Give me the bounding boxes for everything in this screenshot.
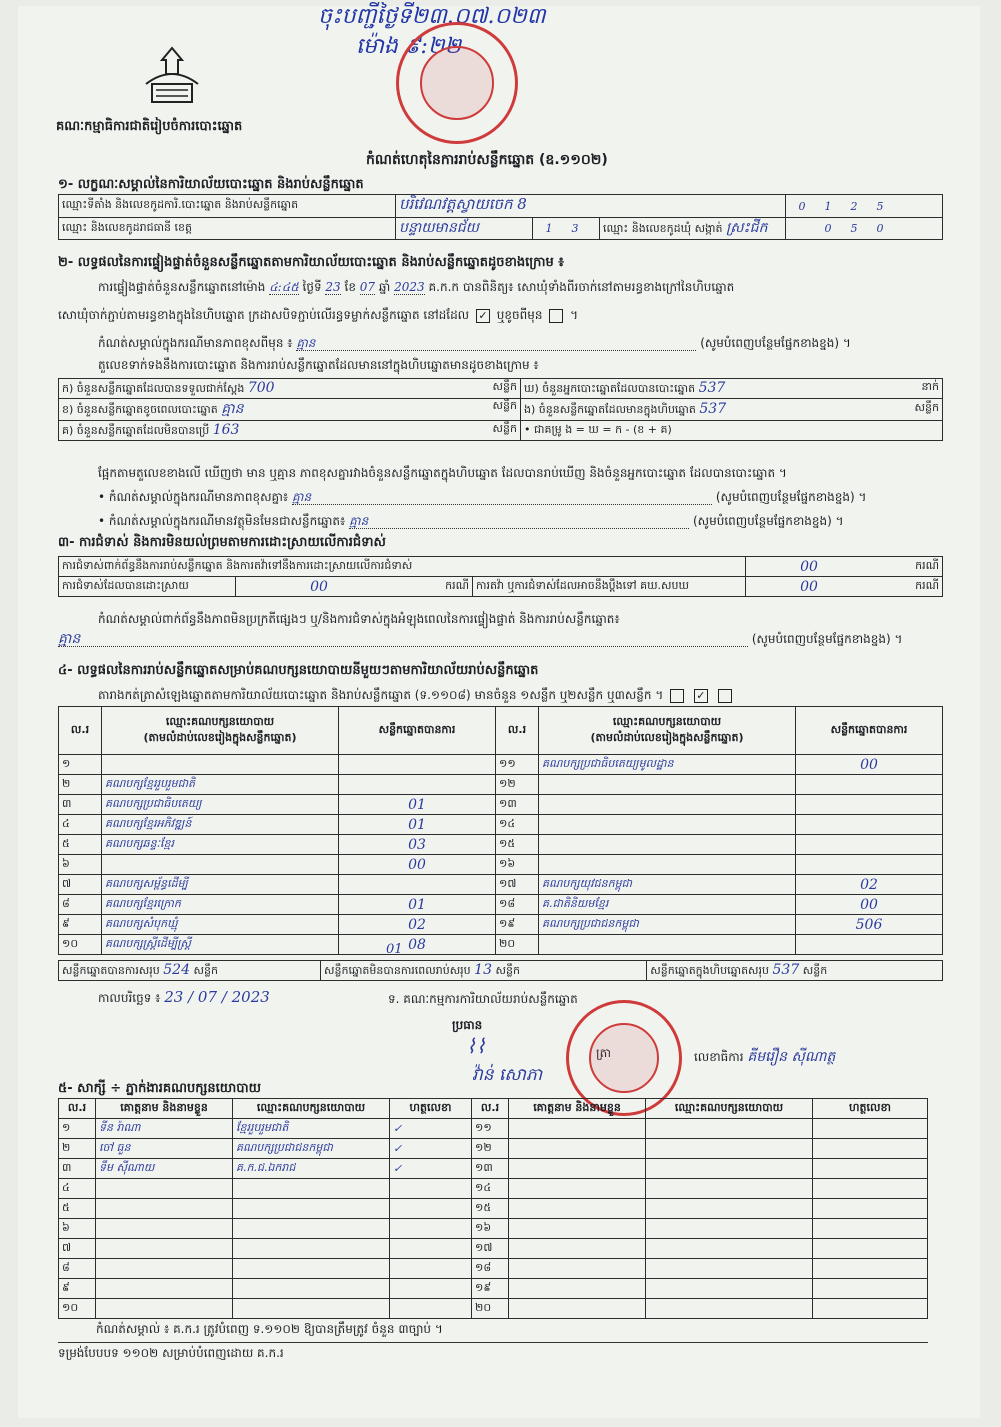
witness-no: ២	[59, 1139, 96, 1159]
witness-no: ១៦	[472, 1219, 509, 1239]
result-party: គណបក្សសម្ព័ន្ធដើម្បី	[102, 875, 339, 895]
result-no: ៨	[59, 895, 102, 915]
president-name: វ៉ាន់ សោភា	[472, 1065, 543, 1085]
witness-signature	[813, 1279, 928, 1299]
w-col-party-right: ឈ្មោះគណបក្សនយោបាយ	[646, 1099, 813, 1119]
section3-title: ៣- ការជំទាស់ និងការមិនយល់ព្រមតាមការដោះស្រាយលើការជំទាស់	[58, 535, 386, 550]
result-votes	[339, 775, 496, 795]
witness-no: ១៤	[472, 1179, 509, 1199]
w-col-name: គោត្តនាម និងនាមខ្លួន	[96, 1099, 233, 1119]
footer-divider	[58, 1342, 928, 1343]
result-votes	[339, 875, 496, 895]
witness-no: ១១	[472, 1119, 509, 1139]
result-party	[102, 755, 339, 775]
result-no: ១៤	[496, 815, 539, 835]
witness-party	[233, 1219, 390, 1239]
col-votes-right: សន្លឹកឆ្នោតបានការ	[796, 707, 943, 755]
irregularity-note: កំណត់សម្គាល់ពាក់ព័ន្ធនឹងភាពមិនប្រក្រតីផ្សេងៗ ឬ/និងការជំទាស់ក្នុងអំឡុងពេលនៃការផ្ទៀងផ្ទាត់ និងការរាប់សន្លឹកឆ្នោត៖	[98, 612, 620, 626]
table-row	[59, 1199, 928, 1219]
registration-time: ម៉ោង ៩:២២	[356, 34, 462, 59]
witness-signature	[390, 1199, 472, 1219]
form-title: កំណត់ហេតុនៃការរាប់សន្លឹកឆ្នោត (ឧ.១១០២)	[366, 152, 608, 168]
table-row	[59, 1159, 928, 1179]
objection-row-label: ការជំទាស់ពាក់ព័ន្ធនឹងការរាប់សន្លឹកឆ្នោត និងការតវ៉ាទៅនឹងការដោះស្រាយលើការជំទាស់	[59, 557, 746, 577]
col-votes: សន្លឹកឆ្នោតបានការ	[339, 707, 496, 755]
witness-no: ១៥	[472, 1199, 509, 1219]
result-party: គណបក្សប្រជាធិបតេយ្យ	[102, 795, 339, 815]
irregularity-value: គ្មាន (សូមបំពេញបន្ថែមផ្នែកខាងខ្នង) ។	[58, 631, 903, 647]
check-year: 2023	[394, 280, 425, 294]
results-table	[58, 706, 943, 955]
result-votes	[796, 855, 943, 875]
witness-name: ទីន រ៉ាណា	[96, 1119, 233, 1139]
witness-no: ១៣	[472, 1159, 509, 1179]
witness-no: ៧	[59, 1239, 96, 1259]
result-no: ១	[59, 755, 102, 775]
commune-code: 0 5 0	[786, 218, 943, 240]
count-voters: ឃ) ចំនួនអ្នកបោះឆ្នោតដែលបានបោះឆ្នោត 537 នាក់	[521, 379, 943, 399]
witness-signature	[813, 1199, 928, 1219]
witness-signature: ✓	[390, 1139, 472, 1159]
nec-emblem-icon	[138, 44, 206, 110]
result-no: ១៣	[496, 795, 539, 815]
witness-party	[233, 1179, 390, 1199]
witness-no: ១៩	[472, 1279, 509, 1299]
result-no: ២០	[496, 935, 539, 955]
total-in-box: សន្លឹកឆ្នោតក្នុងហិបឆ្នោតសរុប 537 សន្លឹក	[647, 961, 943, 981]
witness-party	[646, 1219, 813, 1239]
table-row	[59, 875, 943, 895]
witness-party	[233, 1279, 390, 1299]
president-label: ប្រធាន	[452, 1018, 483, 1032]
table-row	[59, 1219, 928, 1239]
commune-cell: ឈ្មោះ និងលេខកូដឃុំ សង្កាត់ ស្រះជីក	[600, 218, 786, 240]
result-no: ១១	[496, 755, 539, 775]
intact-checkbox[interactable]: ✓	[476, 309, 490, 323]
witness-no: ៣	[59, 1159, 96, 1179]
witness-name	[96, 1279, 233, 1299]
witness-signature	[390, 1299, 472, 1319]
result-votes: 01	[339, 815, 496, 835]
w-col-no: ល.រ	[59, 1099, 96, 1119]
result-party: គណបក្សប្រជាធិបតេយ្យមូលដ្ឋាន	[539, 755, 796, 775]
section1-title: ១- លក្ខណៈសម្គាល់នៃការិយាល័យបោះឆ្នោត និងរាប់សន្លឹកឆ្នោត	[58, 177, 364, 192]
table-row	[59, 775, 943, 795]
result-party: គណបក្សស្រ្តីដើម្បីស្ត្រី	[102, 935, 339, 955]
count-unused: គ) ចំនួនសន្លឹកឆ្នោតដែលមិនបានប្រើ 163 សន្លឹក	[59, 421, 521, 441]
witness-name	[96, 1179, 233, 1199]
result-votes: 01	[339, 895, 496, 915]
witness-name	[509, 1279, 646, 1299]
result-party	[539, 815, 796, 835]
committee-label: ទ. គណៈកម្មការការិយាល័យរាប់សន្លឹកឆ្នោត	[388, 992, 578, 1006]
w-col-party: ឈ្មោះគណបក្សនយោបាយ	[233, 1099, 390, 1119]
result-no: ៧	[59, 875, 102, 895]
difference-paragraph: ផ្អែកតាមតួលេខខាងលើ ឃើញថា មាន ឬគ្មាន ភាពខុសគ្នារវាងចំនួនសន្លឹកឆ្នោតក្នុងហិបឆ្នោត ដែលបានរាប់ឃើញ និងចំនួនអ្នកបោះឆ្នោត ដែលបានបោះឆ្នោត ។	[98, 466, 787, 480]
result-no: ១០	[59, 935, 102, 955]
witness-name	[96, 1239, 233, 1259]
result-party	[539, 935, 796, 955]
counts-intro: តួលេខទាក់ទងនឹងការបោះឆ្នោត និងការរាប់សន្លឹកឆ្នោតដែលមាននៅក្នុងហិបឆ្នោតមានដូចខាងក្រោម ៖	[98, 358, 539, 372]
section2-title: ២- លទ្ធផលនៃការផ្ទៀងផ្ទាត់ចំនួនសន្លឹកឆ្នោតតាមការិយាល័យបោះឆ្នោត និងរាប់សន្លឹកឆ្នោតដូចខាងក្រោម ៖	[58, 255, 564, 270]
table-row	[59, 1119, 928, 1139]
witness-party: គ.ក.ជ.ឯករាជ	[233, 1159, 390, 1179]
count-in-box: ង) ចំនួនសន្លឹកឆ្នោតដែលមានក្នុងហិបឆ្នោត 537 សន្លឹក	[521, 399, 943, 421]
check-month: 07	[359, 280, 376, 294]
total-valid: សន្លឹកឆ្នោតបានការសរុប 524 សន្លឹក	[59, 961, 321, 981]
section5-title: ៥- សាក្សី ÷ ភ្នាក់ងារគណបក្សនយោបាយ	[58, 1081, 261, 1096]
witness-party	[233, 1259, 390, 1279]
witness-party: ខ្មែររួបរួមជាតិ	[233, 1119, 390, 1139]
witness-name	[96, 1299, 233, 1319]
province-code: 1 3	[533, 218, 600, 240]
section4-title: ៤- លទ្ធផលនៃការរាប់សន្លឹកឆ្នោតសម្រាប់គណបក្សនយោបាយនីមួយៗតាមការិយាល័យរាប់សន្លឹកឆ្នោត	[58, 663, 539, 678]
resolved-count: 00 ករណី	[236, 577, 473, 597]
witness-no: ១៧	[472, 1239, 509, 1259]
province-value: បន្ទាយមានជ័យ	[396, 218, 533, 240]
result-no: ៦	[59, 855, 102, 875]
table-row	[59, 1179, 928, 1199]
president-signature: ⌇⌇	[466, 1034, 486, 1058]
table-row	[59, 835, 943, 855]
witness-party	[646, 1259, 813, 1279]
w-col-name-right: គោត្តនាម និងនាមខ្លួន	[509, 1099, 646, 1119]
table-row	[59, 1139, 928, 1159]
w-col-sign-right: ហត្ថលេខា	[813, 1099, 928, 1119]
table-row	[59, 1299, 928, 1319]
witness-signature	[813, 1139, 928, 1159]
location-code: 0 1 2 5	[786, 195, 943, 218]
table-row	[59, 1239, 928, 1259]
table-row	[59, 795, 943, 815]
witness-party	[646, 1159, 813, 1179]
witness-no: ១៨	[472, 1259, 509, 1279]
result-no: ១៩	[496, 915, 539, 935]
foreign-object-note: • កំណត់សម្គាល់ក្នុងករណីមានវត្ថុមិនមែនជាសន្លឹកឆ្នោត៖ គ្មាន (សូមបំពេញបន្ថែមផ្នែកខាងខ្នង) ។	[98, 514, 844, 528]
table-row	[59, 915, 943, 935]
result-votes	[796, 795, 943, 815]
check-paragraph: ការផ្ទៀងផ្ទាត់ចំនួនសន្លឹកឆ្នោតនៅម៉ោង ៤:៤៥ ថ្ងៃទី 23 ខែ 07 ឆ្នាំ 2023 គ.ក.ក បានពិនិត្យ៖ សោឃុំទាំងពីរចាក់នៅតាមរន្ធខាងក្រៅនៃហិបឆ្នោត	[98, 280, 735, 294]
witness-party	[233, 1199, 390, 1219]
table-row	[59, 895, 943, 915]
count-received: ក) ចំនួនសន្លឹកឆ្នោតដែលបានទទួលជាក់ស្តែង 700 សន្លឹក	[59, 379, 521, 399]
result-no: ១៥	[496, 835, 539, 855]
two-sheets-checkbox[interactable]: ✓	[694, 689, 708, 703]
witness-party: គណបក្សប្រជាជនកម្ពុជា	[233, 1139, 390, 1159]
registration-note: ចុះបញ្ជីថ្ងៃទី២៣.០៧.០២៣	[318, 4, 546, 29]
witness-no: ៨	[59, 1259, 96, 1279]
result-party: គណបក្សខ្មែរអភិវឌ្ឍន៍	[102, 815, 339, 835]
result-no: ១៦	[496, 855, 539, 875]
result-no: ១៨	[496, 895, 539, 915]
table-row	[59, 815, 943, 835]
three-sheets-checkbox[interactable]	[718, 689, 732, 703]
count-formula: • ជាគម្រូ ង = ឃ = ក - (ខ + គ)	[521, 421, 943, 441]
appeal-label: ការតវ៉ា ឬការជំទាស់ដែលអាចនឹងប្តឹងទៅ គឃ.សបឃ	[473, 577, 746, 597]
witness-name	[509, 1199, 646, 1219]
result-votes: 506	[796, 915, 943, 935]
witness-name	[96, 1199, 233, 1219]
count-date: កាលបរិច្ឆេទ ៖ 23 / 07 / 2023	[98, 988, 270, 1006]
extra-vote-note: 01	[386, 942, 403, 957]
witness-name	[509, 1239, 646, 1259]
lock-paragraph: សោឃុំចាក់ភ្ជាប់តាមរន្ធខាងក្នុងនៃហិបឆ្នោត ក្រដាសបិទភ្ជាប់លើរន្ធទម្លាក់សន្លឹកឆ្នោត នៅដដែល ✓ ឬខូចពីមុន ។	[58, 308, 579, 322]
witness-name	[96, 1259, 233, 1279]
witness-signature	[813, 1239, 928, 1259]
check-time: ៤:៤៥	[269, 280, 299, 294]
result-votes: 02	[796, 875, 943, 895]
seal-note: កំណត់សម្គាល់ក្នុងករណីមានភាពខុសពីមុន ៖ គ្មាន (សូមបំពេញបន្ថែមផ្នែកខាងខ្នង) ។	[98, 336, 851, 350]
result-votes: 00	[796, 755, 943, 775]
check-day: 23	[325, 280, 341, 294]
witness-signature	[813, 1299, 928, 1319]
province-label: ឈ្មោះ និងលេខកូដរាជធានី ខេត្ត	[59, 218, 396, 240]
witness-no: ៩	[59, 1279, 96, 1299]
col-no: ល.រ	[59, 707, 102, 755]
result-no: ២	[59, 775, 102, 795]
witness-name	[509, 1219, 646, 1239]
witness-party	[646, 1139, 813, 1159]
result-votes	[796, 775, 943, 795]
location-value: បរិវេណវត្តស្វាយចេក 8	[396, 195, 786, 218]
result-votes: 03	[339, 835, 496, 855]
table-row	[59, 935, 943, 955]
counts-table	[58, 378, 943, 441]
witness-party	[646, 1119, 813, 1139]
result-party	[102, 855, 339, 875]
w-col-sign: ហត្ថលេខា	[390, 1099, 472, 1119]
witness-signature	[813, 1259, 928, 1279]
witness-signature	[813, 1119, 928, 1139]
witness-no: ១០	[59, 1299, 96, 1319]
result-votes: 00	[339, 855, 496, 875]
witness-party	[646, 1279, 813, 1299]
result-votes: 08	[339, 935, 496, 955]
broken-checkbox[interactable]	[549, 309, 563, 323]
result-party	[539, 855, 796, 875]
result-no: ៩	[59, 915, 102, 935]
one-sheet-checkbox[interactable]	[670, 689, 684, 703]
witness-signature	[390, 1239, 472, 1259]
result-votes: 01	[339, 795, 496, 815]
result-votes: 02	[339, 915, 496, 935]
witness-party	[646, 1239, 813, 1259]
witness-name	[509, 1119, 646, 1139]
col-party: ឈ្មោះគណបក្សនយោបាយ (តាមលំដាប់លេខរៀងក្នុងសន្លឹកឆ្នោត)	[102, 707, 339, 755]
witness-name	[509, 1259, 646, 1279]
witness-no: ៦	[59, 1219, 96, 1239]
committee-name: គណៈកម្មាធិការជាតិរៀបចំការបោះឆ្នោត	[56, 119, 243, 134]
footnote: កំណត់សម្គាល់ ៖ គ.ក.រ ត្រូវបំពេញ ទ.១១០២ ឱ្យបានត្រឹមត្រូវ ចំនួន ៣ច្បាប់ ។	[96, 1322, 443, 1336]
form-footer: ទម្រង់បែបបទ ១១០២ សម្រាប់បំពេញដោយ គ.ក.រ	[58, 1346, 284, 1360]
totals-table	[58, 960, 943, 981]
result-votes	[339, 755, 496, 775]
witness-name	[509, 1179, 646, 1199]
result-party: គណបក្សខ្មែរក្រោក	[102, 895, 339, 915]
official-seal-icon	[396, 22, 518, 144]
result-party: គណបក្សសំបុកឃ្មុំ	[102, 915, 339, 935]
witness-no: ២០	[472, 1299, 509, 1319]
result-party: គ.ជាតិនិយមខ្មែរ	[539, 895, 796, 915]
witness-party	[646, 1199, 813, 1219]
result-votes	[796, 815, 943, 835]
witness-party	[646, 1299, 813, 1319]
result-party: គណបក្សប្រជាជនកម្ពុជា	[539, 915, 796, 935]
total-invalid: សន្លឹកឆ្នោតមិនបានការពេលរាប់សរុប 13 សន្លឹក	[321, 961, 647, 981]
difference-note: • កំណត់សម្គាល់ក្នុងករណីមានភាពខុសគ្នា៖ គ្មាន (សូមបំពេញបន្ថែមផ្នែកខាងខ្នង) ។	[98, 490, 867, 504]
result-party	[539, 835, 796, 855]
witness-name: ទឹម ស៊ីណាយ	[96, 1159, 233, 1179]
witness-party	[233, 1239, 390, 1259]
objection-count: 00 ករណី	[746, 557, 943, 577]
w-col-no-right: ល.រ	[472, 1099, 509, 1119]
witness-no: ៤	[59, 1179, 96, 1199]
witness-signature	[390, 1279, 472, 1299]
witness-signature: ✓	[390, 1159, 472, 1179]
result-party: គណបក្សយុវជនកម្ពុជា	[539, 875, 796, 895]
witness-signature	[390, 1179, 472, 1199]
witness-name	[509, 1139, 646, 1159]
table-row	[59, 755, 943, 775]
witness-name	[96, 1219, 233, 1239]
witness-signature	[813, 1179, 928, 1199]
objections-table	[58, 556, 943, 597]
stamp-label: ត្រា	[596, 1046, 611, 1060]
result-votes: 00	[796, 895, 943, 915]
witness-party	[233, 1299, 390, 1319]
result-party	[539, 775, 796, 795]
witness-name	[509, 1159, 646, 1179]
table-row	[59, 855, 943, 875]
result-no: ៤	[59, 815, 102, 835]
result-no: ១៧	[496, 875, 539, 895]
result-votes	[796, 935, 943, 955]
witness-party	[646, 1179, 813, 1199]
resolved-label: ការជំទាស់ដែលបានដោះស្រាយ	[59, 577, 236, 597]
result-party: គណបក្សឆន្ទៈខ្មែរ	[102, 835, 339, 855]
secretary-label: លេខាធិការ គីមរឿន ស៊ីណាត្ថ	[694, 1049, 836, 1065]
witness-signature	[390, 1259, 472, 1279]
witness-no: ១២	[472, 1139, 509, 1159]
sheets-intro: តារាងកត់ត្រាសំឡេងឆ្នោតតាមការិយាល័យបោះឆ្នោត និងរាប់សន្លឹកឆ្នោត (ទ.១១០៨) មានចំនួន ១សន្លឹក ឬ២សន្លឹក ឬ៣សន្លឹក ។ ✓	[98, 688, 948, 703]
witness-signature	[813, 1159, 928, 1179]
witness-table	[58, 1098, 928, 1319]
witness-signature	[390, 1219, 472, 1239]
witness-no: ១	[59, 1119, 96, 1139]
table-row	[59, 1279, 928, 1299]
witness-signature: ✓	[390, 1119, 472, 1139]
section1-table	[58, 194, 943, 240]
table-row	[59, 1259, 928, 1279]
col-no-right: ល.រ	[496, 707, 539, 755]
count-spoiled: ខ) ចំនួនសន្លឹកឆ្នោតខូចពេលបោះឆ្នោត គ្មាន សន្លឹក	[59, 399, 521, 421]
result-no: ១២	[496, 775, 539, 795]
result-party	[539, 795, 796, 815]
witness-no: ៥	[59, 1199, 96, 1219]
col-party-right: ឈ្មោះគណបក្សនយោបាយ (តាមលំដាប់លេខរៀងក្នុងសន្លឹកឆ្នោត)	[539, 707, 796, 755]
location-label: ឈ្មោះទីតាំង និងលេខកូដការិ.បោះឆ្នោត និងរាប់សន្លឹកឆ្នោត	[59, 195, 396, 218]
result-party: គណបក្សខ្មែររួបរួមជាតិ	[102, 775, 339, 795]
result-no: ៥	[59, 835, 102, 855]
witness-signature	[813, 1219, 928, 1239]
witness-name: ចៅ ធួន	[96, 1139, 233, 1159]
result-no: ៣	[59, 795, 102, 815]
result-votes	[796, 835, 943, 855]
witness-name	[509, 1299, 646, 1319]
appeal-count: 00 ករណី	[746, 577, 943, 597]
